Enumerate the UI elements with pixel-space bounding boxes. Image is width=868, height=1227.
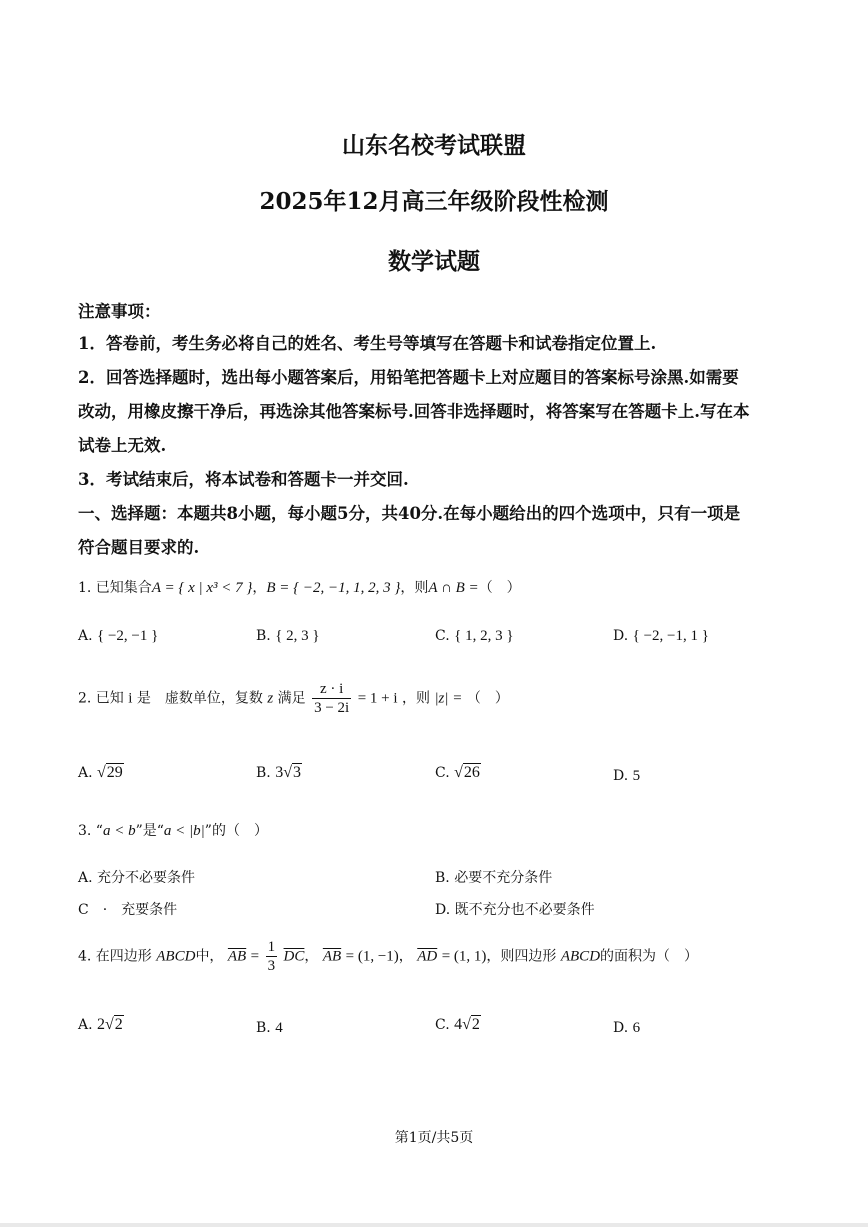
option-text: { −2, −1, 1 }	[632, 628, 709, 644]
sqrt-expr: 4√2	[454, 1016, 480, 1033]
q4-quad: ABCD	[156, 948, 196, 965]
note-1: 1．答卷前，考生务必将自己的姓名、考生号等填写在答题卡和试卷指定位置上.	[78, 334, 657, 353]
option-label: C.	[435, 628, 450, 644]
option-text: 5	[632, 768, 641, 784]
q3-suffix: ”的（ ）	[204, 823, 268, 839]
option-text: { 2, 3 }	[275, 628, 320, 644]
question-2	[78, 680, 509, 717]
q4-fraction	[266, 938, 278, 975]
question-3	[78, 820, 268, 840]
q2-option-d[interactable]	[613, 768, 640, 785]
note-2-line-c: 试卷上无效.	[78, 436, 167, 455]
q4-option-a[interactable]	[78, 1016, 124, 1034]
radicand: 2	[471, 1016, 480, 1033]
option-text: 充分不必要条件	[97, 870, 196, 886]
q4-value-ad: = (1, 1)	[441, 948, 487, 965]
q2-fraction	[312, 680, 351, 717]
option-label: B.	[256, 628, 271, 644]
q2-option-a[interactable]	[78, 764, 124, 782]
option-label: A.	[78, 870, 93, 886]
note-2-line-b: 改动，用橡皮擦干净后，再选涂其他答案标号.回答非选择题时，将答案写在答题卡上.写在本	[78, 402, 750, 421]
q2-frac-num: z · i	[312, 680, 351, 699]
q4-vector-ab-2: $\overline{AB}$	[322, 948, 342, 965]
radicand: 26	[463, 764, 480, 781]
q2-frac-den: 3 − 2i	[314, 700, 350, 716]
q3-expr-2: a < |b|	[163, 823, 205, 839]
q4-prefix: 4. 在四边形	[78, 948, 152, 965]
q1-sep: ，	[252, 580, 267, 596]
coefficient: 3	[275, 764, 284, 781]
radicand: 3	[292, 764, 301, 781]
q1-option-b[interactable]	[256, 628, 320, 645]
option-label: C ·	[78, 902, 108, 918]
q4-vector-ab: $\overline{AB}$	[227, 948, 247, 965]
q3-option-b[interactable]	[435, 867, 552, 887]
q4-value-ab: = (1, −1)	[345, 948, 399, 965]
q1-paren: （ ）	[478, 580, 521, 596]
q4-ask: ，则四边形	[486, 948, 557, 965]
section-1-line-a: 一、选择题：本题共8小题，每小题5分，共40分.在每小题给出的四个选项中，只有一项是	[78, 504, 741, 523]
q3-prefix: 3. “	[78, 823, 103, 839]
q1-option-a[interactable]	[78, 628, 158, 645]
q2-rhs: = 1 + i	[357, 690, 398, 707]
q3-option-a[interactable]	[78, 867, 195, 887]
q1-set-b: B = { −2, −1, 1, 2, 3 }	[266, 580, 401, 596]
q2-prefix: 2. 已知	[78, 690, 124, 707]
q4-option-d[interactable]	[613, 1020, 640, 1037]
q4-option-b[interactable]	[256, 1020, 283, 1037]
q1-set-a: A = { x | x³ < 7 }	[151, 580, 253, 596]
q1-ask: ，则	[400, 580, 429, 596]
q2-expr: |z| =	[434, 690, 463, 707]
q2-paren: （ ）	[466, 690, 509, 707]
q2-option-b[interactable]	[256, 764, 302, 782]
option-label: D.	[613, 768, 629, 784]
option-label: B.	[435, 870, 450, 886]
option-label: C.	[435, 765, 450, 781]
option-label: A.	[78, 765, 93, 781]
option-text: { −2, −1 }	[97, 628, 159, 644]
option-text: 既不充分也不必要条件	[454, 902, 595, 918]
q2-mid: 是 虚数单位，复数	[136, 690, 263, 707]
subject-title: 数学试题	[388, 248, 480, 275]
sqrt-expr: 2√2	[97, 1016, 123, 1033]
q4-zhong: 中，	[195, 948, 224, 965]
q4-comma-2: ，	[398, 948, 413, 965]
q3-option-c[interactable]	[78, 899, 177, 919]
q4-comma-1: ，	[304, 948, 319, 965]
question-1	[78, 577, 521, 597]
radicand: 2	[114, 1016, 123, 1033]
option-label: D.	[613, 628, 629, 644]
q4-suffix: 的面积为（ ）	[600, 948, 699, 965]
section-1-line-b: 符合题目要求的.	[78, 538, 200, 557]
q1-prefix: 1. 已知集合	[78, 580, 152, 596]
notes-heading: 注意事项：	[78, 302, 161, 321]
option-label: A.	[78, 1017, 93, 1033]
q2-z: z	[267, 690, 274, 707]
option-label: C.	[435, 1017, 450, 1033]
q3-expr-1: a < b	[102, 823, 136, 839]
note-3: 3．考试结束后，将本试卷和答题卡一并交回.	[78, 470, 409, 489]
q4-vector-dc: $\overline{DC}$	[283, 948, 305, 965]
note-2-line-a: 2．回答选择题时，选出每小题答案后，用铅笔把答题卡上对应题目的答案标号涂黑.如需要	[78, 368, 739, 387]
option-label: D.	[435, 902, 451, 918]
q2-imag-unit: i	[128, 690, 133, 707]
option-text: 充要条件	[121, 902, 178, 918]
q4-vector-ad: $\overline{AD}$	[417, 948, 438, 965]
sqrt-expr: 3√3	[275, 764, 301, 781]
q3-mid: ”是“	[135, 823, 164, 839]
q2-cond: 满足	[277, 690, 306, 707]
q4-quad-2: ABCD	[560, 948, 601, 965]
option-text: { 1, 2, 3 }	[454, 628, 514, 644]
q1-option-d[interactable]	[613, 628, 709, 645]
q1-expr: A ∩ B =	[428, 580, 479, 596]
option-label: D.	[613, 1020, 629, 1036]
coefficient: 2	[97, 1016, 106, 1033]
option-label: A.	[78, 628, 93, 644]
option-text: 4	[275, 1020, 283, 1036]
q4-frac-num: 1	[267, 939, 276, 955]
bottom-divider	[0, 1223, 868, 1227]
exam-org-title: 山东名校考试联盟	[342, 132, 526, 159]
option-text: 6	[632, 1020, 641, 1036]
q2-ask: ，则	[401, 690, 430, 707]
sqrt-expr: √26	[454, 764, 480, 781]
option-text: 必要不充分条件	[454, 870, 553, 886]
q2-option-c[interactable]	[435, 764, 481, 782]
q1-option-c[interactable]	[435, 628, 514, 645]
radicand: 29	[106, 764, 123, 781]
q4-frac-den: 3	[267, 958, 276, 974]
question-4	[78, 938, 698, 975]
option-label: B.	[256, 765, 271, 781]
exam-date-title: 2025年12月高三年级阶段性检测	[259, 188, 609, 215]
q3-option-d[interactable]	[435, 899, 595, 919]
option-label: B.	[256, 1020, 271, 1036]
q4-equals: =	[250, 948, 260, 965]
sqrt-expr: √29	[97, 764, 123, 781]
coefficient: 4	[454, 1016, 463, 1033]
q4-option-c[interactable]	[435, 1016, 481, 1034]
page-footer: 第1页/共5页	[394, 1130, 474, 1146]
